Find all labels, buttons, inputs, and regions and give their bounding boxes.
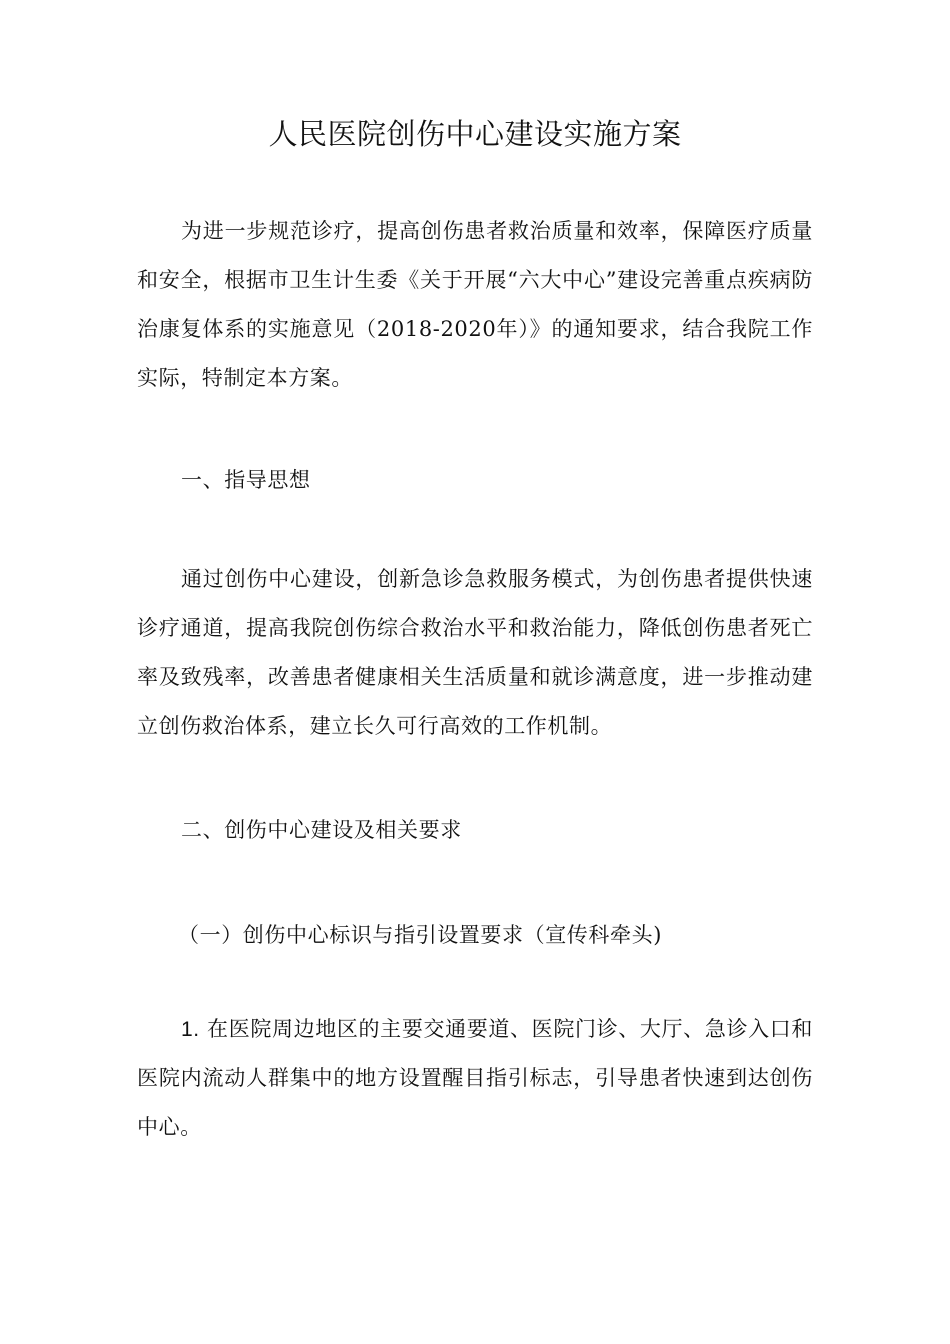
document-title: 人民医院创伤中心建设实施方案	[268, 117, 682, 151]
subsection-1-heading: （一）创伤中心标识与指引设置要求（宣传科牵头)	[178, 923, 662, 947]
section-1-body: 通过创伤中心建设，创新急诊急救服务模式，为创伤患者提供快速诊疗通道，提高我院创伤综合救治水平和救治能力，降低创伤患者死亡率及致残率，改善患者健康相关生活质量和就诊满意度，进一步推动建立创伤救治体系，建立长久可行高效的工作机制。	[137, 567, 813, 738]
item-1-text: 在医院周边地区的主要交通要道、医院门诊、大厅、急诊入口和医院内流动人群集中的地方设置醒目指引标志，引导患者快速到达创伤中心。	[137, 1017, 813, 1139]
item-1-number: 1.	[181, 1018, 200, 1041]
section-2-heading: 二、创伤中心建设及相关要求	[181, 818, 462, 842]
item-1-paragraph	[137, 1005, 813, 1152]
section-1-heading: 一、指导思想	[181, 468, 311, 492]
intro-paragraph: 为进一步规范诊疗，提高创伤患者救治质量和效率，保障医疗质量和安全，根据市卫生计生委《关于开展“六大中心”建设完善重点疾病防治康复体系的实施意见（2018-2020年）》的通知要求，结合我院工作实际，特制定本方案。	[137, 219, 813, 390]
